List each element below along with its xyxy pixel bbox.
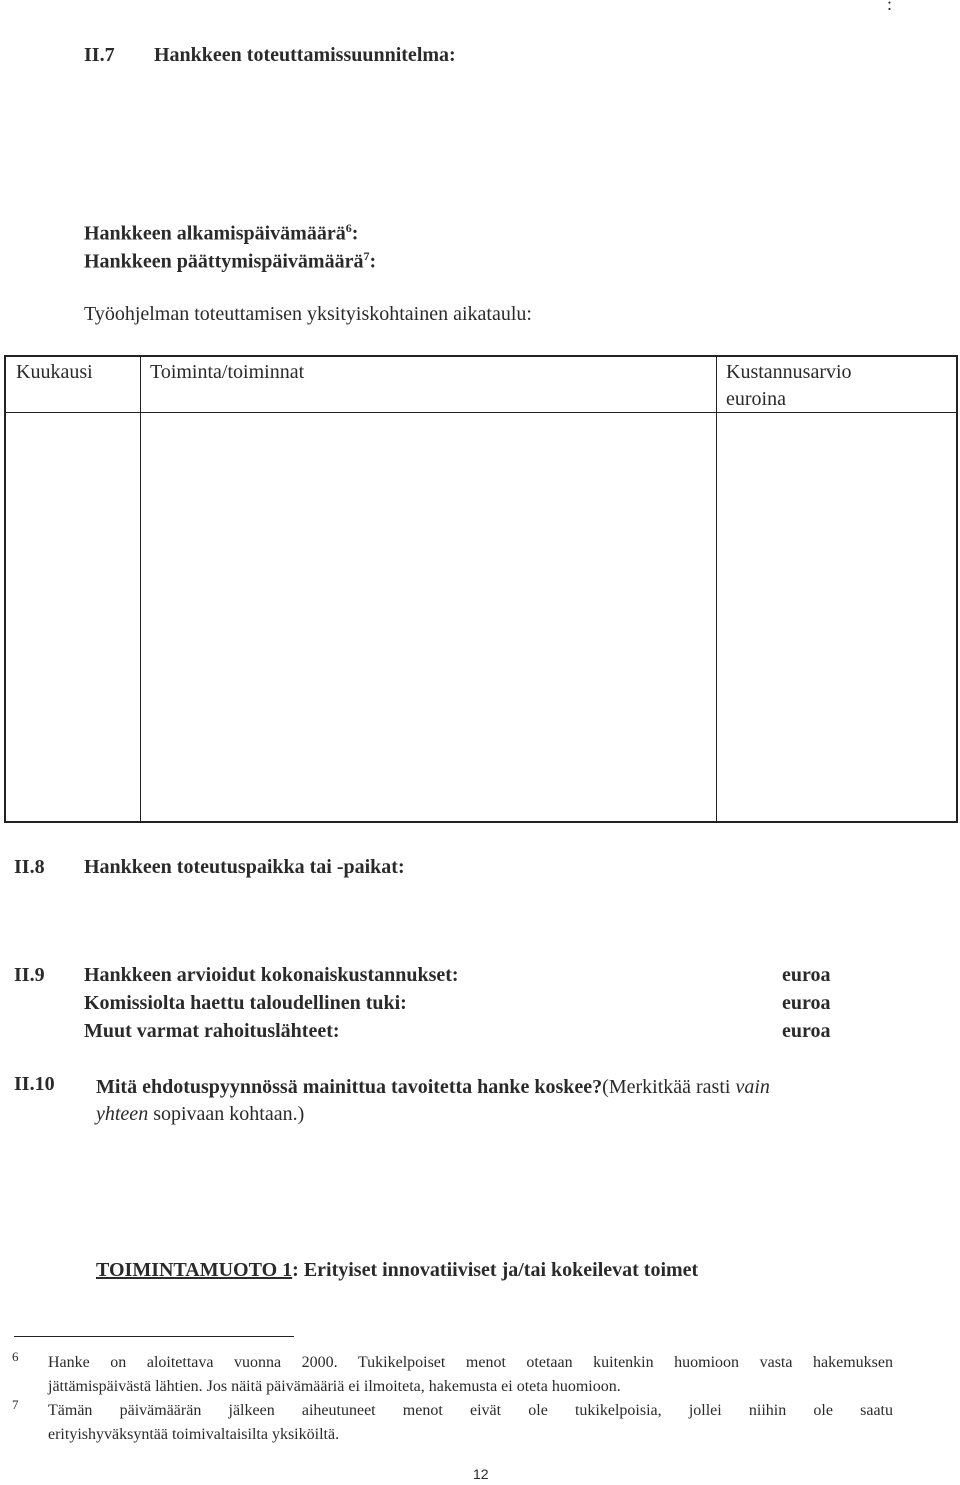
- start-date-label: Hankkeen alkamispäivämäärä: [84, 222, 346, 245]
- col-header-month: Kuukausi: [16, 361, 93, 383]
- footnote-7-line2: erityishyväksyntää toimivaltaisilta yksiköiltä.: [48, 1426, 340, 1443]
- end-date-label: Hankkeen päättymispäivämäärä: [84, 250, 364, 273]
- table-column-divider: [716, 357, 717, 821]
- page-number: 12: [473, 1466, 489, 1482]
- commission-support-label: Komissiolta haettu taloudellinen tuki:: [84, 992, 407, 1014]
- action-type-title: Erityiset innovatiiviset ja/tai kokeilevat toimet: [298, 1259, 699, 1281]
- commission-support-unit: euroa: [782, 992, 831, 1014]
- end-date-field: Hankkeen päättymispäivämäärä$^7$:: [84, 249, 377, 273]
- action-type-heading: TOIMINTAMUOTO 1: Erityiset innovatiiviset ja/tai kokeilevat toimet: [96, 1259, 699, 1281]
- other-funding-label: Muut varmat rahoituslähteet:: [84, 1020, 340, 1042]
- footnote-7-line1: Tämän päivämäärän jälkeen aiheutuneet menot eivät ole tukikelpoisia, jollei niihin ole saatu: [48, 1402, 893, 1419]
- corner-mark: :: [886, 0, 892, 14]
- action-type-label: TOIMINTAMUOTO 1: [96, 1259, 293, 1281]
- section-10-number: II.10: [14, 1073, 55, 1095]
- col-header-cost-unit: euroina: [726, 388, 786, 410]
- footnote-6-line2: jättämispäivästä lähtien. Jos näitä päivämääriä ei ilmoiteta, hakemusta ei oteta huomioon.: [48, 1378, 621, 1395]
- section-7-number: II.7: [84, 44, 115, 66]
- footnote-6-mark: 6: [12, 1349, 19, 1364]
- section-10-question-line2: yhteen sopivaan kohtaan.): [96, 1103, 305, 1125]
- footnote-7-mark: 7: [12, 1397, 19, 1412]
- section-8-title: Hankkeen toteutuspaikka tai -paikat:: [84, 856, 405, 878]
- total-costs-label: Hankkeen arvioidut kokonaiskustannukset:: [84, 964, 459, 986]
- footnote-6-line1: Hanke on aloitettava vuonna 2000. Tukikelpoiset menot otetaan kuitenkin huomioon vasta hakemuksen: [48, 1354, 893, 1371]
- section-9-number: II.9: [14, 964, 45, 986]
- total-costs-unit: euroa: [782, 964, 831, 986]
- col-header-activities: Toiminta/toiminnat: [150, 361, 305, 383]
- other-funding-unit: euroa: [782, 1020, 831, 1042]
- section-10-question: Mitä ehdotuspyynnössä mainittua tavoitetta hanke koskee?: [96, 1076, 603, 1098]
- footnote-divider: [14, 1336, 294, 1337]
- section-8-number: II.8: [14, 856, 45, 878]
- start-date-field: Hankkeen alkamispäivämäärä$^6$:: [84, 221, 359, 245]
- table-column-divider: [140, 357, 141, 821]
- section-10-question-line1: Mitä ehdotuspyynnössä mainittua tavoitetta hanke koskee?(Merkitkää rasti vain: [96, 1076, 770, 1098]
- footnote-ref-6: 6: [345, 221, 352, 235]
- col-header-cost: Kustannusarvio: [726, 361, 852, 383]
- table-header-divider: [6, 412, 956, 413]
- section-7-title: Hankkeen toteuttamissuunnitelma:: [154, 44, 456, 66]
- footnote-ref-7: 7: [363, 249, 370, 263]
- schedule-label: Työohjelman toteuttamisen yksityiskohtainen aikataulu:: [84, 303, 532, 325]
- schedule-table: [4, 355, 958, 823]
